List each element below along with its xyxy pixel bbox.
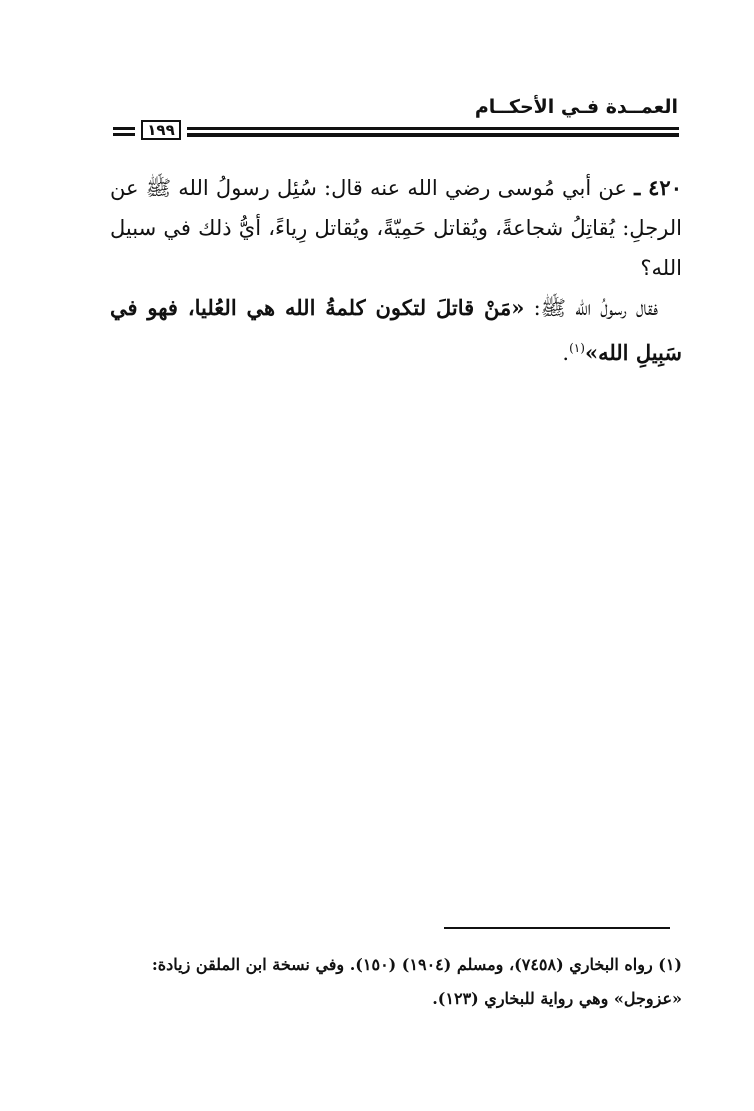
running-title: العمــدة فـي الأحكــام (474, 96, 678, 118)
header-rule (187, 127, 679, 130)
hadith-number: ٤٢٠ ـ (634, 175, 682, 200)
answer-paragraph (110, 288, 682, 373)
sentence-end: . (562, 341, 570, 365)
header-rules (113, 120, 679, 144)
prophet-quote: «مَنْ قاتلَ لتكون كلمةُ الله هي العُليا، فهو في سَبِيلِ الله» (110, 295, 682, 365)
footnote-separator (444, 927, 670, 929)
answer-intro: فقال رسولُ الله ﷺ: (533, 296, 658, 320)
page-number: ١٩٩ (141, 120, 181, 140)
footnote-reference: (١) (569, 341, 585, 355)
main-text (110, 168, 682, 373)
hadith-paragraph (110, 168, 682, 288)
footnote-line: (١) رواه البخاري (٧٤٥٨)، ومسلم (١٩٠٤) (١٥٠). وفي نسخة ابن الملقن زيادة: (151, 955, 682, 974)
header-rule (113, 127, 135, 130)
header-rule (113, 133, 135, 136)
header-rule (187, 133, 679, 137)
hadith-text: عن أبي مُوسى رضي الله عنه قال: سُئِل رسولُ الله ﷺ عن الرجلِ: يُقاتِلُ شجاعةً، ويُقاتل حَمِيّةً، ويُقاتل رِياءً، أيُّ ذلك في سبيل الله؟ (110, 176, 682, 280)
footnotes (110, 948, 682, 1016)
footnote-line: «عزوجل» وهي رواية للبخاري (١٢٣). (432, 989, 682, 1008)
